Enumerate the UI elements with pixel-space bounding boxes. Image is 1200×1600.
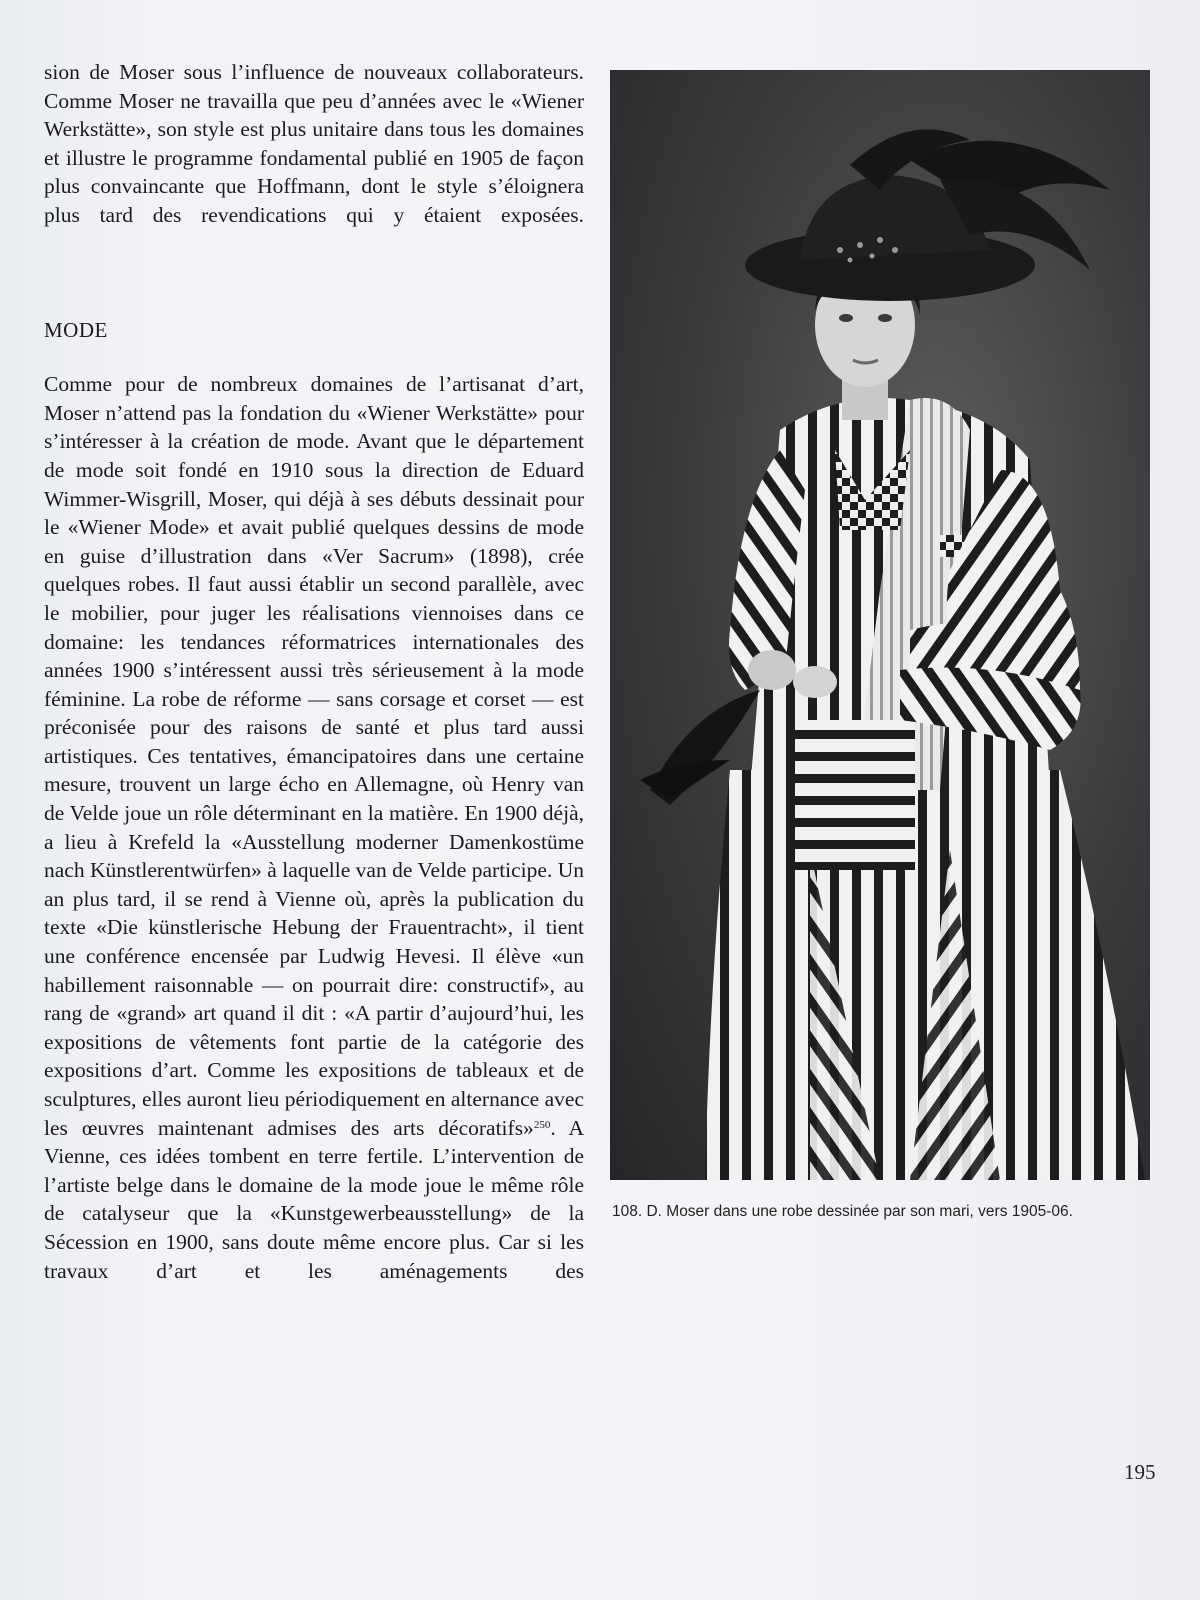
figure-photograph xyxy=(610,70,1150,1180)
footnote-reference: 250 xyxy=(533,1118,551,1131)
woman-in-striped-dress-illustration xyxy=(610,70,1150,1180)
intro-paragraph: sion de Moser sous l’influence de nouveaux collaborateurs. Comme Moser ne travailla que peu d’années avec le «Wiener Werkstätte», son style est plus unitaire dans tous les domaines et illustre le programme fondamental publié en 1905 de façon plus convaincante que Hoffmann, dont le style s’éloignera plus tard des revendications qui y étaient exposées. xyxy=(44,60,584,227)
figure-caption: 108. D. Moser dans une robe dessinée par son mari, vers 1905-06. xyxy=(612,1203,1073,1220)
section-heading: MODE xyxy=(44,317,108,342)
body-paragraph-part-b: . A Vienne, ces idées tombent en terre fertile. L’intervention de l’artiste belge dans le domaine de la mode joue le même rôle de catalyseur que la «Kunstgewerbeausstellung» de la Sécession en 1900, sans doute même encore plus. Car si les travaux d’art et les aménagements des xyxy=(44,1115,584,1283)
body-paragraph-part-a: Comme pour de nombreux domaines de l’artisanat d’art, Moser n’attend pas la fondation du «Wiener Werkstätte» pour s’intéresser à la création de mode. Avant que le département de mode soit fondé en 1910 sous la direction de Eduard Wimmer-Wisgrill, Moser, qui déjà à ses débuts dessinait pour le «Wiener Mode» et avait publié quelques dessins de mode en guise d’illustration dans «Ver Sacrum» (1898), crée quelques robes. Il faut aussi établir un second parallèle, avec le mobilier, pour juger les réalisations viennoises dans ce domaine: les tendances réformatrices internationales des années 1900 s’intéressent aussi très sérieusement à la mode féminine. La robe de réforme — sans corsage et corset — est préconisée pour des raisons de santé et plus tard aussi artistiques. Ces tentatives, émancipatoires dans une certaine mesure, trouvent un large écho en Allemagne, où Henry van de Velde joue un rôle déterminant en la matière. En 1900 déjà, a lieu à Krefeld la «Ausstellung moderner Damenkostüme nach Künstlerentwürfen» à laquelle van de Velde participe. Un an plus tard, il se rend à Vienne où, après la publication du texte «Die künstlerische Hebung der Frauentracht», il tient une conférence encensée par Ludwig Hevesi. Il élève «un habillement raisonnable — on pourrait dire: constructif», au rang de «grand» art quand il dit : «A partir d’aujourd’hui, les expositions de vêtements font partie de la catégorie des expositions d’art. Comme les expositions de tableaux et de sculptures, elles auront lieu périodiquement en alternance avec les œuvres maintenant admises des arts décoratifs» xyxy=(44,372,584,1140)
body-paragraph xyxy=(44,370,584,1285)
page-number: 195 xyxy=(1124,1460,1156,1484)
text-column xyxy=(44,58,584,1285)
